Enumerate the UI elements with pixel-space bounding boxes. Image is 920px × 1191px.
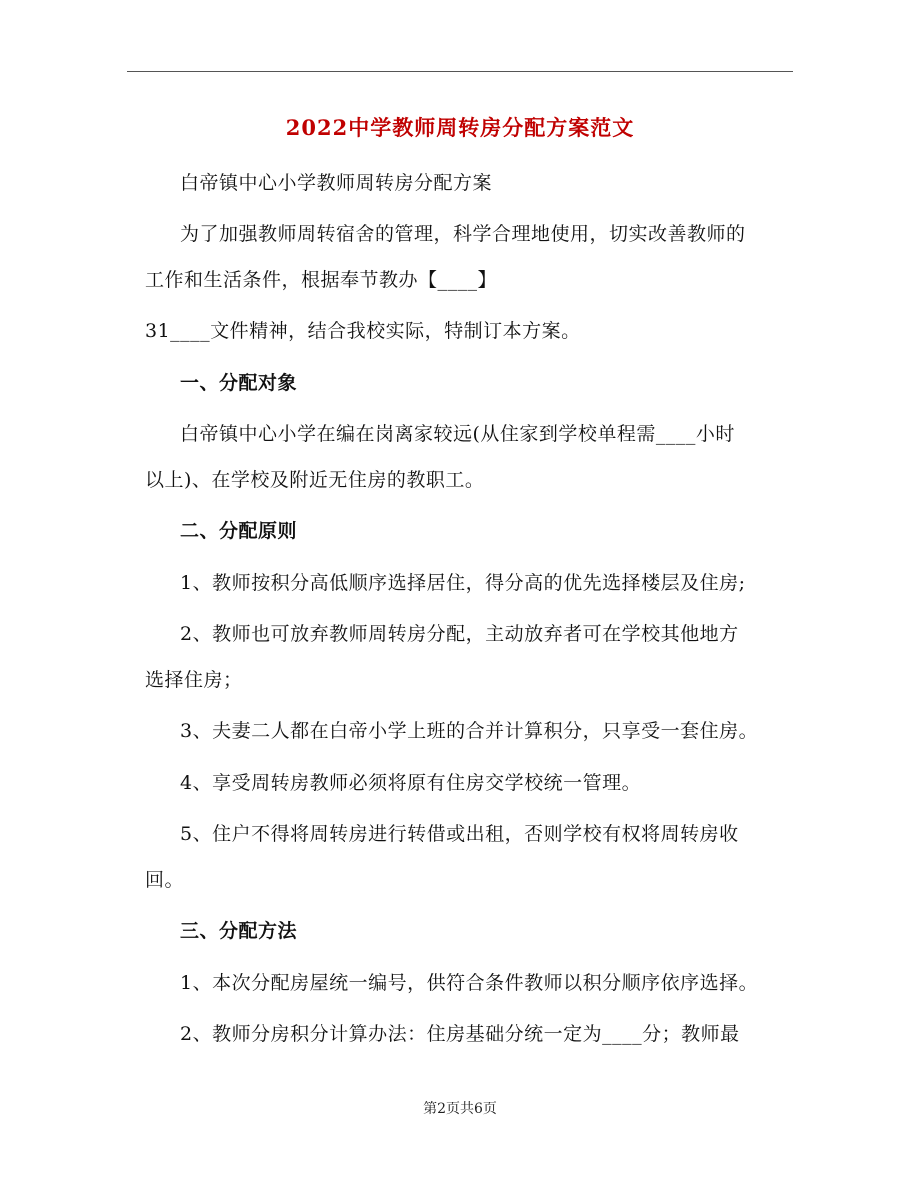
paragraph-line: 以上)、在学校及附近无住房的教职工。 xyxy=(145,469,485,491)
list-item-continued: 选择住房； xyxy=(145,669,243,691)
list-item: 1、教师按积分高低顺序选择居住，得分高的优先选择楼层及住房; xyxy=(180,572,746,594)
paragraph-line: 工作和生活条件，根据奉节教办【____】 xyxy=(145,269,498,291)
page-number: 第2页共6页 xyxy=(423,1101,497,1117)
header-rule xyxy=(127,71,793,72)
paragraph-line: 白帝镇中心小学在编在岗离家较远(从住家到学校单程需____小时 xyxy=(180,423,735,445)
list-item: 2、教师分房积分计算办法：住房基础分统一定为____分；教师最 xyxy=(180,1023,740,1045)
list-item: 2、教师也可放弃教师周转房分配，主动放弃者可在学校其他地方 xyxy=(180,623,739,645)
list-item: 3、夫妻二人都在白帝小学上班的合并计算积分，只享受一套住房。 xyxy=(180,720,759,742)
list-item-continued: 回。 xyxy=(145,869,185,891)
section-heading-3: 三、分配方法 xyxy=(180,920,298,942)
section-heading-2: 二、分配原则 xyxy=(180,520,298,542)
list-item: 1、本次分配房屋统一编号，供符合条件教师以积分顺序依序选择。 xyxy=(180,972,759,994)
list-item: 5、住户不得将周转房进行转借或出租，否则学校有权将周转房收 xyxy=(180,823,739,845)
paragraph-line: 31____文件精神，结合我校实际，特制订本方案。 xyxy=(145,320,581,342)
document-title: 2022中学教师周转房分配方案范文 xyxy=(285,115,635,140)
list-item: 4、享受周转房教师必须将原有住房交学校统一管理。 xyxy=(180,772,642,794)
subtitle: 白帝镇中心小学教师周转房分配方案 xyxy=(180,172,493,194)
section-heading-1: 一、分配对象 xyxy=(180,372,298,394)
paragraph-line: 为了加强教师周转宿舍的管理，科学合理地使用，切实改善教师的 xyxy=(180,223,746,245)
